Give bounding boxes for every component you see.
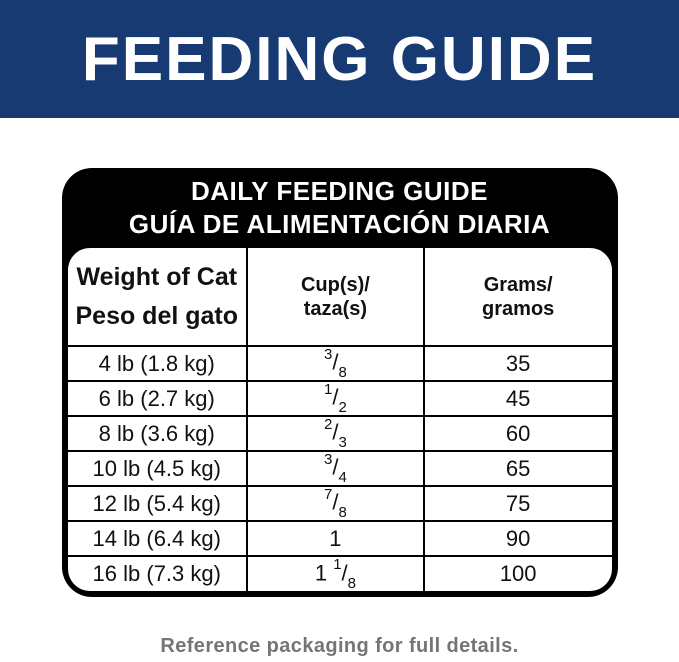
- col-header-grams-en: Grams/: [483, 273, 553, 296]
- cups-cell: 1 $^1/_8$: [247, 556, 424, 591]
- col-header-weight: [68, 248, 248, 346]
- grams-cell: 35: [424, 346, 612, 381]
- weight-cell: 6 lb (2.7 kg): [68, 381, 248, 416]
- feeding-table-wrap: [68, 248, 612, 591]
- cups-cell: $^1/_2$: [247, 381, 424, 416]
- page-title: FEEDING GUIDE: [81, 24, 598, 94]
- grams-cell: 65: [424, 451, 612, 486]
- grams-cell: 100: [424, 556, 612, 591]
- table-row: [68, 416, 612, 451]
- weight-cell: 10 lb (4.5 kg): [68, 451, 248, 486]
- grams-cell: 60: [424, 416, 612, 451]
- cups-cell: $^7/_8$: [247, 486, 424, 521]
- col-header-cups-es: taza(s): [303, 297, 368, 320]
- weight-cell: 8 lb (3.6 kg): [68, 416, 248, 451]
- cups-cell: $^3/_8$: [247, 346, 424, 381]
- footer-note: Reference packaging for full details.: [160, 635, 519, 657]
- feeding-table-body: [68, 346, 612, 591]
- grams-cell: 45: [424, 381, 612, 416]
- col-header-cups-en: Cup(s)/: [300, 273, 370, 296]
- table-row: [68, 556, 612, 591]
- card-header: [68, 168, 612, 248]
- grams-cell: 75: [424, 486, 612, 521]
- col-header-weight-es: Peso del gato: [75, 301, 239, 330]
- card-title-english: DAILY FEEDING GUIDE: [191, 176, 488, 206]
- table-row: [68, 346, 612, 381]
- weight-cell: 16 lb (7.3 kg): [68, 556, 248, 591]
- col-header-cups: [247, 248, 424, 346]
- header-row: [68, 248, 612, 346]
- cups-cell: $^2/_3$: [247, 416, 424, 451]
- grams-cell: 90: [424, 521, 612, 556]
- feeding-guide-card: [62, 168, 618, 597]
- cups-cell: 1: [247, 521, 424, 556]
- banner: [0, 0, 679, 118]
- card-title-spanish: GUÍA DE ALIMENTACIÓN DIARIA: [128, 209, 551, 239]
- feeding-table-head: [68, 248, 612, 346]
- col-header-grams-es: gramos: [482, 297, 555, 320]
- table-row: [68, 381, 612, 416]
- table-row: [68, 451, 612, 486]
- weight-cell: 4 lb (1.8 kg): [68, 346, 248, 381]
- col-header-weight-en: Weight of Cat: [76, 262, 238, 291]
- table-row: [68, 486, 612, 521]
- cups-cell: $^3/_4$: [247, 451, 424, 486]
- weight-cell: 14 lb (6.4 kg): [68, 521, 248, 556]
- feeding-table: [68, 248, 612, 591]
- table-row: [68, 521, 612, 556]
- col-header-grams: [424, 248, 612, 346]
- weight-cell: 12 lb (5.4 kg): [68, 486, 248, 521]
